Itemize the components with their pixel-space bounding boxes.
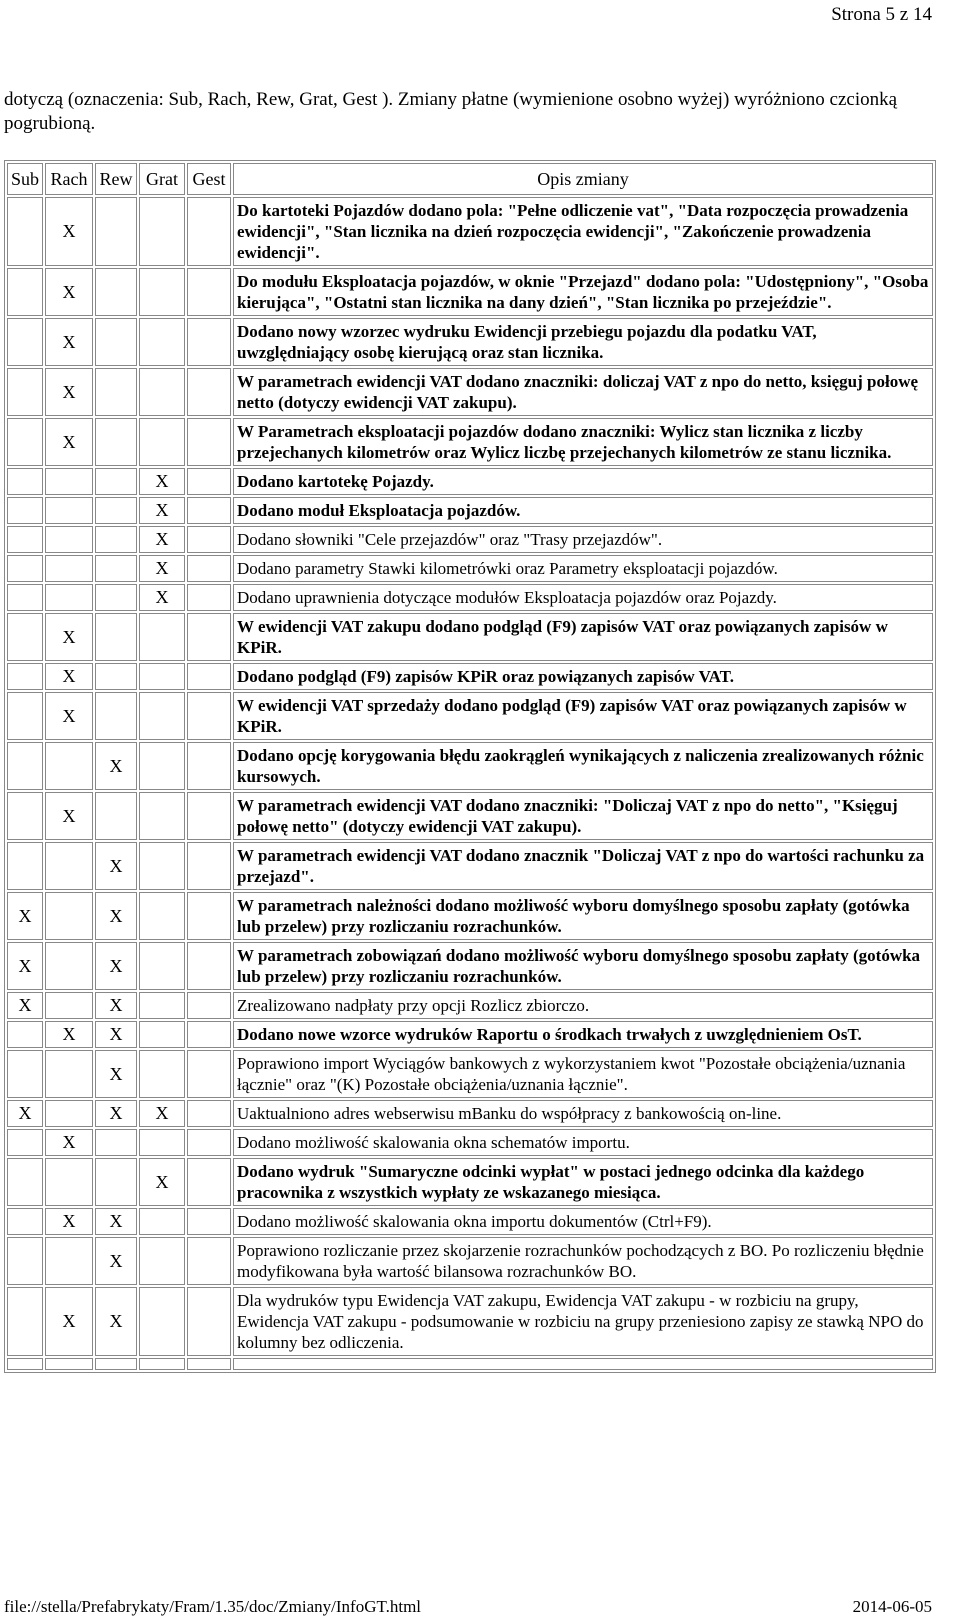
mark-cell-sub <box>7 318 43 366</box>
mark-cell-sub <box>7 1237 43 1285</box>
mark-cell-rew: X <box>95 1287 137 1356</box>
mark-cell-grat <box>139 1208 185 1235</box>
footer-date: 2014-06-05 <box>852 1597 932 1616</box>
mark-cell-gest <box>187 1100 231 1127</box>
mark-cell-gest <box>187 497 231 524</box>
change-description: Zrealizowano nadpłaty przy opcji Rozlicz zbiorczo. <box>233 992 933 1019</box>
mark-cell-grat: X <box>139 1100 185 1127</box>
mark-cell-rach: X <box>45 692 93 740</box>
mark-cell-sub <box>7 842 43 890</box>
mark-cell-gest <box>187 992 231 1019</box>
mark-cell-rew: X <box>95 742 137 790</box>
mark-cell-rew <box>95 526 137 553</box>
mark-cell-rew <box>95 692 137 740</box>
change-description: Do modułu Eksploatacja pojazdów, w oknie "Przejazd" dodano pola: "Udostępniony", "Osoba kierująca", "Ostatni stan licznika na dany dzień", "Stan licznika po przejeździe". <box>233 268 933 316</box>
mark-cell-rew <box>95 1158 137 1206</box>
mark-cell-rach <box>45 1100 93 1127</box>
mark-cell-gest <box>187 555 231 582</box>
mark-cell-sub <box>7 526 43 553</box>
mark-cell-grat: X <box>139 526 185 553</box>
mark-cell-rach <box>45 842 93 890</box>
table-row <box>7 842 933 890</box>
mark-cell-rew: X <box>95 992 137 1019</box>
mark-cell-rach: X <box>45 613 93 661</box>
change-description: Dodano możliwość skalowania okna importu dokumentów (Ctrl+F9). <box>233 1208 933 1235</box>
mark-cell-rach: X <box>45 1208 93 1235</box>
mark-cell-gest <box>187 526 231 553</box>
mark-cell-gest <box>187 613 231 661</box>
mark-cell-grat <box>139 1021 185 1048</box>
mark-cell-sub <box>7 742 43 790</box>
mark-cell-grat <box>139 792 185 840</box>
mark-cell-sub: X <box>7 942 43 990</box>
mark-cell-rach <box>45 942 93 990</box>
mark-cell-rew <box>95 368 137 416</box>
mark-cell-rew: X <box>95 842 137 890</box>
mark-cell-rach: X <box>45 1287 93 1356</box>
mark-cell-grat <box>139 742 185 790</box>
mark-cell-sub <box>7 613 43 661</box>
table-row <box>7 992 933 1019</box>
mark-cell-gest <box>187 792 231 840</box>
change-description: Dodano słowniki "Cele przejazdów" oraz "Trasy przejazdów". <box>233 526 933 553</box>
mark-cell-rew: X <box>95 1237 137 1285</box>
mark-cell-grat <box>139 1287 185 1356</box>
mark-cell-grat <box>139 197 185 266</box>
mark-cell-sub: X <box>7 1100 43 1127</box>
mark-cell-sub <box>7 418 43 466</box>
mark-cell-rach <box>45 1237 93 1285</box>
mark-cell-gest <box>187 197 231 266</box>
mark-cell-gest <box>187 942 231 990</box>
mark-cell-gest <box>187 692 231 740</box>
table-row <box>7 1287 933 1356</box>
mark-cell-sub <box>7 1208 43 1235</box>
mark-cell-rew: X <box>95 1021 137 1048</box>
mark-cell-gest <box>187 1021 231 1048</box>
mark-cell-rew <box>95 663 137 690</box>
table-row <box>7 742 933 790</box>
mark-cell-sub <box>7 555 43 582</box>
mark-cell-gest <box>187 584 231 611</box>
mark-cell-grat <box>139 663 185 690</box>
mark-cell-sub <box>7 1158 43 1206</box>
change-description: Do kartoteki Pojazdów dodano pola: "Pełne odliczenie vat", "Data rozpoczęcia prowadzenia ewidencji", "Stan licznika na dzień rozpoczęcia ewidencji", "Zakończenie prowadzenia ewidencji". <box>233 197 933 266</box>
mark-cell-sub <box>7 468 43 495</box>
table-row <box>7 1100 933 1127</box>
mark-cell-rach <box>45 526 93 553</box>
mark-cell-rach <box>45 555 93 582</box>
change-description: W ewidencji VAT sprzedaży dodano podgląd (F9) zapisów VAT oraz powiązanych zapisów w KPiR. <box>233 692 933 740</box>
table-row <box>7 1050 933 1098</box>
mark-cell-grat <box>139 692 185 740</box>
page-number: Strona 5 z 14 <box>831 4 932 25</box>
table-row <box>7 1237 933 1285</box>
mark-cell-rew: X <box>95 892 137 940</box>
mark-cell-rach: X <box>45 368 93 416</box>
mark-cell-grat <box>139 942 185 990</box>
change-description: W ewidencji VAT zakupu dodano podgląd (F9) zapisów VAT oraz powiązanych zapisów w KPiR. <box>233 613 933 661</box>
table-row <box>7 497 933 524</box>
mark-cell-sub <box>7 497 43 524</box>
mark-cell-rach: X <box>45 318 93 366</box>
mark-cell-rew <box>95 555 137 582</box>
mark-cell-gest <box>187 468 231 495</box>
footer-path: file://stella/Prefabrykaty/Fram/1.35/doc/Zmiany/InfoGT.html <box>4 1597 422 1616</box>
mark-cell-gest <box>187 418 231 466</box>
mark-cell-sub <box>7 1050 43 1098</box>
change-description: Dla wydruków typu Ewidencja VAT zakupu, Ewidencja VAT zakupu - w rozbiciu na grupy, Ewidencja VAT zakupu - podsumowanie w rozbiciu na grupy przeniesiono zapisy ze stawką NPO do kolumny bez odliczenia. <box>233 1287 933 1356</box>
table-row <box>7 1129 933 1156</box>
intro-paragraph: dotyczą (oznaczenia: Sub, Rach, Rew, Grat, Gest ). Zmiany płatne (wymienione osobno wyżej) wyróżniono czcionką pogrubioną. <box>4 89 898 134</box>
table-row <box>7 584 933 611</box>
mark-cell-rew <box>95 318 137 366</box>
mark-cell-gest <box>187 318 231 366</box>
mark-cell-rach: X <box>45 1021 93 1048</box>
mark-cell-rew <box>95 584 137 611</box>
mark-cell-sub <box>7 663 43 690</box>
mark-cell-grat <box>139 1237 185 1285</box>
change-description: Dodano kartotekę Pojazdy. <box>233 468 933 495</box>
mark-cell-rach <box>45 584 93 611</box>
mark-cell-rach <box>45 1358 93 1370</box>
change-description: W Parametrach eksploatacji pojazdów dodano znaczniki: Wylicz stan licznika z liczby przejechanych kilometrów oraz Wylicz liczbę przejechanych kilometrów ze stanu licznika. <box>233 418 933 466</box>
mark-cell-rew <box>95 792 137 840</box>
mark-cell-sub <box>7 1287 43 1356</box>
mark-cell-gest <box>187 368 231 416</box>
table-row <box>7 526 933 553</box>
table-row <box>7 663 933 690</box>
mark-cell-grat: X <box>139 555 185 582</box>
mark-cell-rach: X <box>45 663 93 690</box>
mark-cell-sub <box>7 1021 43 1048</box>
change-description: Dodano moduł Eksploatacja pojazdów. <box>233 497 933 524</box>
mark-cell-rew: X <box>95 1050 137 1098</box>
column-header-opis: Opis zmiany <box>233 163 933 195</box>
mark-cell-rew <box>95 197 137 266</box>
mark-cell-rach: X <box>45 197 93 266</box>
mark-cell-grat <box>139 1358 185 1370</box>
mark-cell-grat: X <box>139 497 185 524</box>
mark-cell-sub <box>7 268 43 316</box>
mark-cell-rach <box>45 992 93 1019</box>
mark-cell-gest <box>187 1287 231 1356</box>
change-description: W parametrach zobowiązań dodano możliwość wyboru domyślnego sposobu zapłaty (gotówka lub przelew) przy rozliczaniu rozrachunków. <box>233 942 933 990</box>
mark-cell-rach <box>45 1050 93 1098</box>
change-description: Uaktualniono adres webserwisu mBanku do współpracy z bankowością on-line. <box>233 1100 933 1127</box>
mark-cell-rew <box>95 1129 137 1156</box>
change-description <box>233 1358 933 1370</box>
table-row <box>7 1358 933 1370</box>
mark-cell-sub <box>7 1358 43 1370</box>
mark-cell-rach <box>45 892 93 940</box>
column-header-rew: Rew <box>95 163 137 195</box>
mark-cell-gest <box>187 268 231 316</box>
change-description: Dodano opcję korygowania błędu zaokrągleń wynikających z naliczenia zrealizowanych różnic kursowych. <box>233 742 933 790</box>
mark-cell-gest <box>187 1158 231 1206</box>
mark-cell-grat <box>139 368 185 416</box>
change-description: W parametrach ewidencji VAT dodano znaczniki: doliczaj VAT z npo do netto, księguj połowę netto (dotyczy ewidencji VAT zakupu). <box>233 368 933 416</box>
mark-cell-gest <box>187 1129 231 1156</box>
mark-cell-grat <box>139 842 185 890</box>
mark-cell-rach: X <box>45 1129 93 1156</box>
mark-cell-rew <box>95 613 137 661</box>
mark-cell-gest <box>187 842 231 890</box>
table-row <box>7 942 933 990</box>
table-row <box>7 892 933 940</box>
mark-cell-rew <box>95 468 137 495</box>
change-description: Dodano uprawnienia dotyczące modułów Eksploatacja pojazdów oraz Pojazdy. <box>233 584 933 611</box>
mark-cell-sub <box>7 584 43 611</box>
mark-cell-grat <box>139 318 185 366</box>
table-row <box>7 613 933 661</box>
mark-cell-rach <box>45 468 93 495</box>
table-row <box>7 197 933 266</box>
mark-cell-rach: X <box>45 418 93 466</box>
mark-cell-grat <box>139 892 185 940</box>
mark-cell-grat: X <box>139 468 185 495</box>
mark-cell-grat <box>139 1129 185 1156</box>
mark-cell-rach: X <box>45 268 93 316</box>
column-header-grat: Grat <box>139 163 185 195</box>
mark-cell-rew <box>95 1358 137 1370</box>
change-description: Dodano podgląd (F9) zapisów KPiR oraz powiązanych zapisów VAT. <box>233 663 933 690</box>
table-row <box>7 1021 933 1048</box>
mark-cell-gest <box>187 663 231 690</box>
table-row <box>7 318 933 366</box>
mark-cell-gest <box>187 1237 231 1285</box>
change-description: Poprawiono rozliczanie przez skojarzenie rozrachunków pochodzących z BO. Po rozliczeniu błędnie modyfikowana była wartość bilansowa rozrachunków BO. <box>233 1237 933 1285</box>
mark-cell-grat: X <box>139 1158 185 1206</box>
mark-cell-rach <box>45 497 93 524</box>
table-row <box>7 692 933 740</box>
table-row <box>7 368 933 416</box>
mark-cell-sub: X <box>7 892 43 940</box>
mark-cell-rew: X <box>95 942 137 990</box>
mark-cell-sub <box>7 197 43 266</box>
column-header-sub: Sub <box>7 163 43 195</box>
mark-cell-rach: X <box>45 792 93 840</box>
table-header-row <box>7 163 933 195</box>
mark-cell-sub <box>7 1129 43 1156</box>
table-row <box>7 555 933 582</box>
table-row <box>7 268 933 316</box>
mark-cell-rach <box>45 742 93 790</box>
mark-cell-gest <box>187 1208 231 1235</box>
mark-cell-grat <box>139 992 185 1019</box>
changes-table <box>4 160 936 1373</box>
mark-cell-gest <box>187 892 231 940</box>
mark-cell-gest <box>187 1050 231 1098</box>
mark-cell-gest <box>187 742 231 790</box>
mark-cell-grat <box>139 418 185 466</box>
mark-cell-rach <box>45 1158 93 1206</box>
mark-cell-grat <box>139 1050 185 1098</box>
change-description: W parametrach ewidencji VAT dodano znaczniki: "Doliczaj VAT z npo do netto", "Księguj połowę netto" (dotyczy ewidencji VAT zakupu). <box>233 792 933 840</box>
mark-cell-grat <box>139 268 185 316</box>
change-description: W parametrach ewidencji VAT dodano znacznik "Doliczaj VAT z npo do wartości rachunku za przejazd". <box>233 842 933 890</box>
mark-cell-grat: X <box>139 584 185 611</box>
mark-cell-grat <box>139 613 185 661</box>
change-description: Dodano możliwość skalowania okna schematów importu. <box>233 1129 933 1156</box>
mark-cell-sub <box>7 368 43 416</box>
column-header-gest: Gest <box>187 163 231 195</box>
mark-cell-rew <box>95 268 137 316</box>
mark-cell-rew: X <box>95 1208 137 1235</box>
mark-cell-rew <box>95 418 137 466</box>
mark-cell-sub <box>7 792 43 840</box>
column-header-rach: Rach <box>45 163 93 195</box>
table-row <box>7 792 933 840</box>
change-description: W parametrach należności dodano możliwość wyboru domyślnego sposobu zapłaty (gotówka lub przelew) przy rozliczaniu rozrachunków. <box>233 892 933 940</box>
change-description: Dodano parametry Stawki kilometrówki oraz Parametry eksploatacji pojazdów. <box>233 555 933 582</box>
change-description: Dodano nowe wzorce wydruków Raportu o środkach trwałych z uwzględnieniem OsT. <box>233 1021 933 1048</box>
mark-cell-gest <box>187 1358 231 1370</box>
table-row <box>7 1208 933 1235</box>
change-description: Dodano wydruk "Sumaryczne odcinki wypłat" w postaci jednego odcinka dla każdego pracownika z wszystkich wypłaty ze wskazanego miesiąca. <box>233 1158 933 1206</box>
change-description: Poprawiono import Wyciągów bankowych z wykorzystaniem kwot "Pozostałe obciążenia/uznania łącznie" oraz "(K) Pozostałe obciążenia/uznania łącznie". <box>233 1050 933 1098</box>
mark-cell-rew <box>95 497 137 524</box>
mark-cell-sub: X <box>7 992 43 1019</box>
change-description: Dodano nowy wzorzec wydruku Ewidencji przebiegu pojazdu dla podatku VAT, uwzględniający osobę kierującą oraz stan licznika. <box>233 318 933 366</box>
table-row <box>7 418 933 466</box>
table-row <box>7 468 933 495</box>
mark-cell-rew: X <box>95 1100 137 1127</box>
mark-cell-sub <box>7 692 43 740</box>
table-row <box>7 1158 933 1206</box>
